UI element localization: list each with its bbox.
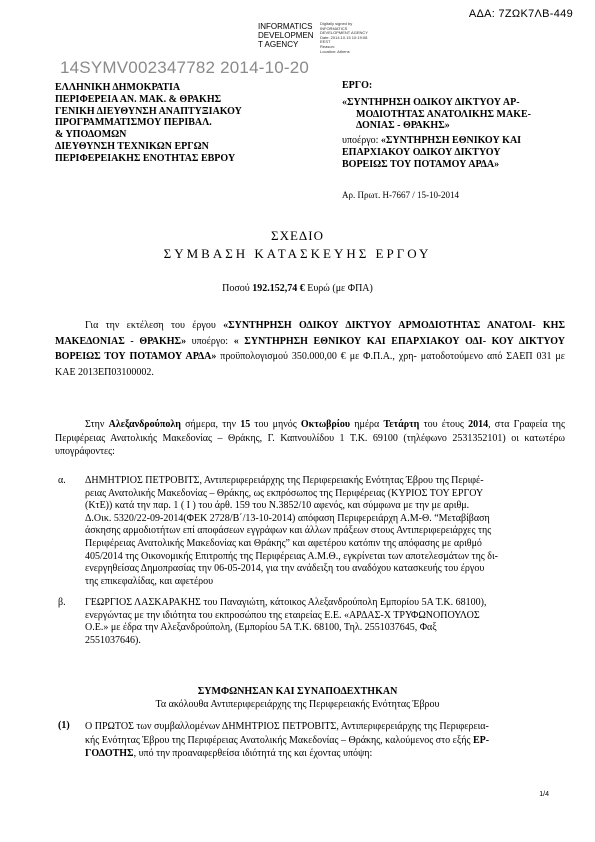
intro-text: προϋπολογισμού 350.000,00 € με Φ.Π.Α., χρη- (216, 351, 417, 362)
place-year: 2014 (468, 419, 489, 430)
place-text: ημέρα (350, 419, 384, 430)
amount-prefix: Ποσού (222, 283, 253, 294)
sig-line: Date: 2014.10.15 10:19:08 (320, 34, 368, 40)
place-text: σήμερα, την (180, 419, 241, 430)
clause-emphasis: ΕΡ- (472, 734, 490, 746)
party-a-line: Δ.Οικ. 5320/22-09-2014(ΦΕΚ 2728/Β΄/13-10-2014) απόφαση Περιφερειάρχη Α.Μ-Θ. “Μεταβίβαση (85, 512, 490, 524)
place-weekday: Τετάρτη (383, 419, 420, 430)
list-marker: α. (58, 475, 66, 486)
intro-text: ματοδοτούμενο από ΣΑΕΠ 031 με ΚΑΕ 2013ΕΠ03100002. (55, 351, 565, 378)
party-a-line: (ΚτΕ)) κατά την παρ. 1 ( Ι ) του άρθ. 159 του Ν.3852/10 αφενός, και σύμφωνα με την με αριθμ. (85, 500, 470, 512)
place-date-paragraph (55, 418, 565, 459)
clause-marker: (1) (58, 720, 70, 731)
party-b-line: Ο.Ε.» με έδρα την Αλεξανδρούπολη, (Εμπορίου 5Α Τ.Κ. 68100, Τηλ. 2551037645, Φαξ (85, 622, 437, 634)
place-text: 2531352101) οι κατωτέρω υπογράφοντες: (55, 432, 565, 457)
intro-project: ΚΗΣ ΜΑΚΕΔΟΝΙΑΣ - ΘΡΑΚΗΣ» (55, 320, 566, 347)
sig-line: Location: Athens (320, 48, 350, 54)
project-title-line: «ΣΥΝΤΗΡΗΣΗ ΟΔΙΚΟΥ ΔΙΚΤΥΟΥ ΑΡ- (342, 96, 520, 108)
place-city: Αλεξανδρούπολη (108, 419, 181, 430)
issuer-line: & ΥΠΟΔΟΜΩΝ (55, 129, 127, 141)
sig-line: DEVELOPMENT AGENCY (320, 30, 368, 36)
place-text: Γραφεία της Περιφέρειας Ανατολικής Μακεδονίας – Θράκης, Γ. Καπνουλίδου 1 Τ.Κ. 69100 (τηλέφωνο (55, 419, 565, 444)
issuer-line: ΔΙΕΥΘΥΝΣΗ ΤΕΧΝΙΚΩΝ ΕΡΓΩΝ (55, 140, 209, 152)
party-b (85, 597, 565, 647)
intro-subproject: « ΣΥΝΤΗΡΗΣΗ ΕΘΝΙΚΟΥ ΚΑΙ ΕΠΑΡΧΙΑΚΟΥ ΟΔΙ- (233, 335, 487, 347)
party-b-line: ΓΕΩΡΓΙΟΣ ΛΑΣΚΑΡΑΚΗΣ του Παναγιώτη, κάτοικος Αλεξανδρούπολη Εμπορίου 5Α Τ.Κ. 68100), (85, 597, 487, 608)
list-marker: β. (58, 597, 66, 608)
document-draft-title: ΣΧΕΔΙΟ (271, 228, 324, 243)
amount-suffix: Ευρώ (με ΦΠΑ) (304, 283, 373, 294)
watermark: 14SYMV002347782 2014-10-20 (60, 58, 310, 77)
project-label: ΕΡΓΟ: (342, 80, 373, 91)
signature-details (320, 22, 368, 54)
party-a-line: ρειας Ανατολικής Μακεδονίας – Θράκης, ως εκπρόσωπος της Περιφέρειας (ΚΥΡΙΟΣ ΤΟΥ ΕΡΓΟΥ (85, 487, 484, 499)
stamp-line: INFORMATICS (258, 22, 313, 31)
intro-project: «ΣΥΝΤΗΡΗΣΗ ΟΔΙΚΟΥ ΔΙΚΤΥΟΥ ΑΡΜΟΔΙΟΤΗΤΑΣ ΑΝΑΤΟΛΙ- (223, 320, 536, 331)
clause-emphasis: ΓΟΔΟΤΗΣ (85, 748, 134, 759)
protocol-number: Αρ. Πρωτ. Η-7667 / 15-10-2014 (342, 190, 460, 200)
issuer-header (55, 82, 242, 165)
party-a-line: ενεργηθείσας Δημοπρασίας την 06-05-2014, για την ανάδειξη του αναδόχου κατασκευής του έργου (85, 563, 485, 575)
contract-amount (0, 283, 595, 294)
issuer-line: ΠΡΟΓΡΑΜΜΑΤΙΣΜΟΥ ΠΕΡΙΒΑΛ. (55, 117, 212, 129)
intro-text: υποέργο: (186, 335, 234, 347)
place-text: , στα (488, 419, 510, 430)
clause-1 (85, 720, 565, 761)
place-month: Οκτωβρίου (300, 419, 351, 430)
party-a-line: 405/2014 της Οικονομικής Επιτροπής της Περιφέρειας Α.Μ.Θ., εγκρίνεται των αποτελεσμάτων της δι- (85, 550, 498, 562)
digital-signature-stamp (258, 22, 314, 49)
issuer-line: ΠΕΡΙΦΕΡΕΙΑΚΗΣ ΕΝΟΤΗΤΑΣ ΕΒΡΟΥ (55, 152, 236, 164)
intro-paragraph (55, 318, 565, 380)
stamp-line: DEVELOPMEN (258, 31, 314, 40)
subproject-prefix: υποέργο: (342, 135, 381, 147)
party-a-line: της επικεφαλίδας, και αφετέρου (85, 575, 214, 587)
project-title-line: ΜΟΔΙΟΤΗΤΑΣ ΑΝΑΤΟΛΙΚΗΣ ΜΑΚΕ- (356, 108, 531, 120)
subproject-title-line: «ΣΥΝΤΗΡΗΣΗ ΕΘΝΙΚΟΥ ΚΑΙ (380, 135, 522, 147)
clause-line: , υπό την προαναφερθείσα ιδιότητά της και έχοντας υπόψη: (133, 748, 373, 759)
sig-line: Digitally signed by (320, 21, 353, 26)
stamp-line: T AGENCY (258, 40, 299, 49)
issuer-line: ΓΕΝΙΚΗ ΔΙΕΥΘΥΝΣΗ ΑΝΑΠΤΥΞΙΑΚΟΥ (55, 105, 242, 117)
clause-line: Ο ΠΡΩΤΟΣ των συμβαλλομένων ΔΗΜΗΤΡΙΟΣ ΠΕΤΡΟΒΙΤΣ, Αντιπεριφερειάρχης της Περιφερεια- (85, 721, 489, 732)
intro-text: Για την εκτέλεση του έργου (85, 320, 224, 331)
project-title-line: ΔΟΝΙΑΣ - ΘΡΑΚΗΣ» (356, 120, 450, 132)
place-text: του μηνός (250, 419, 301, 430)
sig-line: INFORMATICS (320, 25, 348, 31)
sig-line: EEST (320, 39, 331, 45)
place-text: του έτους (419, 419, 469, 430)
agreed-subtitle: Τα ακόλουθα Αντιπεριφερειάρχης της Περιφερειακής Ενότητας Έβρου (155, 699, 440, 710)
project-header (342, 80, 562, 171)
party-a-line: άσκησης αρμοδιοτήτων επί αποφάσεων εγγράφων και άλλων πράξεων στους Αντιπεριφερειάρχες της (85, 525, 492, 537)
ada-code: ΑΔΑ: 7ΖΩΚ7ΛΒ-449 (468, 8, 573, 20)
sig-line: Reason: (320, 43, 335, 49)
place-day: 15 (240, 419, 251, 430)
party-b-line: ενεργώντας με την ιδιότητα του εκπροσώπου της εταιρείας Ε.Ε. «ΑΡΔΑΣ-Χ ΤΡΥΦΩΝΟΠΟΥΛΟΣ (85, 609, 480, 621)
intro-subproject: ΚΟΥ ΔΙΚΤΥΟΥ ΒΟΡΕΙΩΣ ΤΟΥ ΠΟΤΑΜΟΥ ΑΡΔΑ» (55, 335, 566, 362)
subproject-title-line: ΒΟΡΕΙΩΣ ΤΟΥ ΠΟΤΑΜΟΥ ΑΡΔΑ» (342, 158, 500, 170)
issuer-line: ΠΕΡΙΦΕΡΕΙΑ ΑΝ. ΜΑΚ. & ΘΡΑΚΗΣ (55, 93, 222, 105)
issuer-line: ΕΛΛΗΝΙΚΗ ΔΗΜΟΚΡΑΤΙΑ (55, 82, 181, 93)
clause-line: κής Ενότητας Έβρου της Περιφέρειας Ανατολικής Μακεδονίας – Θράκης, καλούμενος στο εξής (85, 734, 473, 746)
party-a (85, 475, 565, 588)
place-text: Στην (85, 419, 109, 430)
page-number: 1/4 (539, 791, 549, 798)
subproject-title-line: ΕΠΑΡΧΙΑΚΟΥ ΟΔΙΚΟΥ ΔΙΚΤΥΟΥ (342, 146, 501, 158)
party-a-line: ΔΗΜΗΤΡΙΟΣ ΠΕΤΡΟΒΙΤΣ, Αντιπεριφερειάρχης της Περιφερειακής Ενότητας Έβρου της Περιφέ- (85, 475, 484, 486)
party-a-line: Περιφέρειας Ανατολικής Μακεδονίας και Θράκης” και αφετέρου κατόπιν της απόφασης με αριθμό (85, 537, 482, 549)
document-title: ΣΥΜΒΑΣΗ ΚΑΤΑΣΚΕΥΗΣ ΕΡΓΟΥ (163, 246, 432, 261)
amount-value: 192.152,74 € (252, 283, 305, 294)
agreed-title: ΣΥΜΦΩΝΗΣΑΝ ΚΑΙ ΣΥΝΑΠΟΔΕΧΤΗΚΑΝ (197, 686, 398, 697)
party-b-line: 2551037646). (85, 634, 141, 646)
